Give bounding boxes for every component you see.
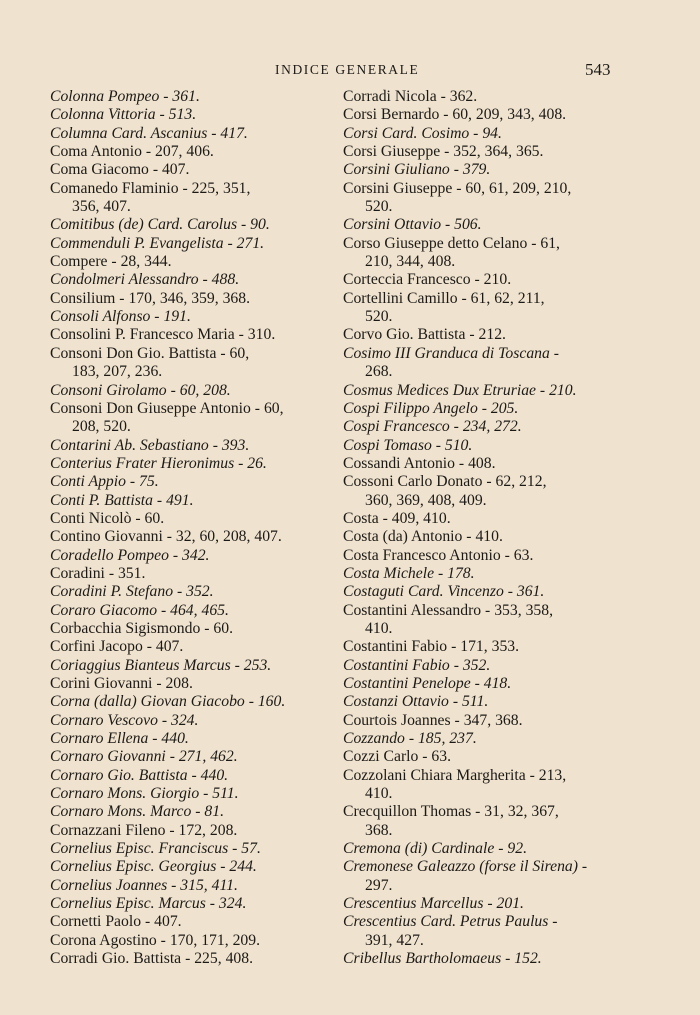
index-entry: Costaguti Card. Vincenzo - 361. (343, 583, 545, 601)
index-entry: Corradi Gio. Battista - 225, 408. (50, 950, 254, 968)
index-entry: Comanedo Flaminio - 225, 351, (50, 179, 251, 197)
index-entry: Corna (dalla) Giovan Giacobo - 160. (50, 693, 286, 711)
index-entry: Cornazzani Fileno - 172, 208. (50, 821, 238, 839)
index-entry: Cremonese Galeazzo (forse il Sirena) - (343, 858, 588, 876)
index-entry: Coradini P. Stefano - 352. (50, 583, 214, 601)
index-entry: Cozzolani Chiara Margherita - 213, (343, 766, 567, 784)
index-entry: Conti Appio - 75. (50, 473, 159, 491)
index-entry: Columna Card. Ascanius - 417. (50, 124, 248, 142)
index-entry: Cortellini Camillo - 61, 62, 211, (343, 289, 545, 307)
index-entry: Corsini Giuliano - 379. (343, 161, 491, 179)
index-entry: Consoli Alfonso - 191. (50, 308, 191, 326)
index-entry-continuation: 297. (365, 876, 393, 894)
index-entry: Cornaro Ellena - 440. (50, 730, 189, 748)
page-number: 543 (585, 60, 611, 79)
index-entry: Corteccia Francesco - 210. (343, 271, 512, 289)
index-entry: Cosimo III Granduca di Toscana - (343, 344, 559, 362)
index-entry: Corso Giuseppe detto Celano - 61, (343, 234, 560, 252)
index-entry: Cossoni Carlo Donato - 62, 212, (343, 473, 547, 491)
index-entry: Coma Antonio - 207, 406. (50, 143, 214, 161)
index-entry: Cossandi Antonio - 408. (343, 454, 496, 472)
index-entry-continuation: 410. (365, 619, 393, 637)
index-entry: Cozzando - 185, 237. (343, 730, 477, 748)
index-entry: Cornelius Episc. Georgius - 244. (50, 858, 257, 876)
index-entry: Crecquillon Thomas - 31, 32, 367, (343, 803, 559, 821)
index-entry: Consilium - 170, 346, 359, 368. (50, 289, 251, 307)
index-entry-continuation: 520. (365, 198, 393, 216)
index-column-right (343, 88, 615, 969)
index-entry-continuation: 183, 207, 236. (72, 363, 163, 381)
index-entry: Conti P. Battista - 491. (50, 491, 194, 509)
index-entry: Costantini Penelope - 418. (343, 675, 512, 692)
index-entry: Coraro Giacomo - 464, 465. (50, 601, 229, 619)
index-entry: Compere - 28, 344. (50, 253, 172, 271)
index-entry: Corsi Card. Cosimo - 94. (343, 124, 502, 142)
page-header (0, 62, 700, 86)
index-entry: Cozzi Carlo - 63. (343, 748, 452, 766)
index-entry: Corvo Gio. Battista - 212. (343, 326, 506, 344)
index-entry: Consoni Don Giuseppe Antonio - 60, (50, 399, 284, 417)
index-entry: Cornaro Giovanni - 271, 462. (50, 748, 238, 766)
index-entry: Cornaro Mons. Giorgio - 511. (50, 785, 239, 803)
index-entry: Corsini Giuseppe - 60, 61, 209, 210, (343, 179, 572, 197)
running-head: INDICE GENERALE (275, 62, 420, 77)
index-entry: Cornaro Mons. Marco - 81. (50, 803, 225, 821)
index-entry: Coradini - 351. (50, 564, 146, 582)
index-entry: Coma Giacomo - 407. (50, 161, 190, 179)
index-entry: Consolini P. Francesco Maria - 310. (50, 326, 276, 344)
index-entry: Costantini Fabio - 352. (343, 656, 491, 674)
index-entry: Corsini Ottavio - 506. (343, 216, 482, 234)
index-entry: Costantini Fabio - 171, 353. (343, 638, 520, 656)
index-entry: Coradello Pompeo - 342. (50, 546, 210, 564)
index-entry-continuation: 360, 369, 408, 409. (365, 491, 487, 509)
index-entry-continuation: 356, 407. (72, 198, 131, 216)
index-entry: Corsi Bernardo - 60, 209, 343, 408. (343, 106, 567, 124)
index-entry: Crescentius Marcellus - 201. (343, 895, 524, 913)
index-entry: Cornetti Paolo - 407. (50, 913, 182, 931)
index-entry-continuation: 391, 427. (365, 931, 424, 949)
index-entry: Conterius Frater Hieronimus - 26. (50, 454, 267, 472)
index-entry: Cremona (di) Cardinale - 92. (343, 840, 528, 858)
index-entry: Coriaggius Bianteus Marcus - 253. (50, 656, 272, 674)
index-entry: Crescentius Card. Petrus Paulus - (343, 913, 558, 931)
index-entry: Consoni Don Gio. Battista - 60, (50, 344, 250, 362)
index-entry: Costa - 409, 410. (343, 509, 451, 527)
index-entry: Condolmeri Alessandro - 488. (50, 271, 240, 289)
index-entry: Costa (da) Antonio - 410. (343, 528, 503, 546)
index-entry: Corona Agostino - 170, 171, 209. (50, 931, 261, 949)
index-entry: Cribellus Bartholomaeus - 152. (343, 950, 542, 968)
index-entry: Costa Michele - 178. (343, 564, 475, 582)
index-entry: Cornaro Vescovo - 324. (50, 711, 199, 729)
index-entry: Comitibus (de) Card. Carolus - 90. (50, 216, 270, 234)
index-entry: Cospi Francesco - 234, 272. (343, 418, 522, 436)
index-entry: Corsi Giuseppe - 352, 364, 365. (343, 143, 544, 161)
index-column-left (50, 88, 322, 969)
index-entry: Costa Francesco Antonio - 63. (343, 546, 534, 564)
index-entry: Cornelius Episc. Marcus - 324. (50, 895, 247, 913)
index-entry: Costantini Alessandro - 353, 358, (343, 601, 554, 619)
index-entry: Cornelius Episc. Franciscus - 57. (50, 840, 261, 858)
index-entry: Conti Nicolò - 60. (50, 509, 165, 527)
index-entry: Corradi Nicola - 362. (343, 88, 478, 105)
index-entry: Colonna Pompeo - 361. (50, 88, 200, 105)
index-entry: Colonna Vittoria - 513. (50, 106, 197, 124)
index-entry: Commenduli P. Evangelista - 271. (50, 234, 265, 252)
index-entry: Corbacchia Sigismondo - 60. (50, 619, 233, 637)
index-entry: Cornaro Gio. Battista - 440. (50, 766, 229, 784)
index-entry: Cornelius Joannes - 315, 411. (50, 876, 238, 894)
index-entry-continuation: 208, 520. (72, 418, 131, 436)
index-entry-continuation: 368. (365, 821, 393, 839)
column-divider (333, 90, 334, 980)
index-entry: Corfini Jacopo - 407. (50, 638, 184, 656)
index-entry-continuation: 210, 344, 408. (365, 253, 456, 271)
index-entry: Cospi Tomaso - 510. (343, 436, 473, 454)
index-entry: Courtois Joannes - 347, 368. (343, 711, 523, 729)
index-entry-continuation: 268. (365, 363, 393, 381)
index-entry-continuation: 520. (365, 308, 393, 326)
index-entry: Consoni Girolamo - 60, 208. (50, 381, 231, 399)
index-entry-continuation: 410. (365, 785, 393, 803)
index-entry: Costanzi Ottavio - 511. (343, 693, 489, 711)
index-entry: Cospi Filippo Angelo - 205. (343, 399, 519, 417)
index-entry: Corini Giovanni - 208. (50, 675, 193, 692)
index-entry: Contino Giovanni - 32, 60, 208, 407. (50, 528, 282, 546)
index-entry: Cosmus Medices Dux Etruriae - 210. (343, 381, 577, 399)
index-entry: Contarini Ab. Sebastiano - 393. (50, 436, 250, 454)
